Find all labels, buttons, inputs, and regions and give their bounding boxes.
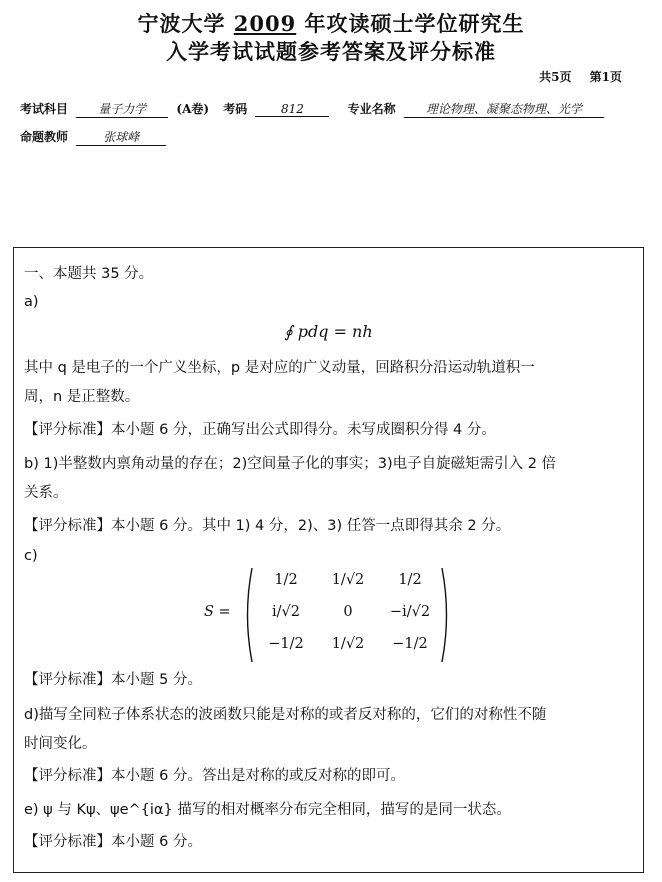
part-a-score: 【评分标准】本小题 6 分，正确写出公式即得分。未写成圈积分得 4 分。 (24, 422, 496, 438)
matrix-cell: i/√2 (272, 604, 300, 620)
total-pages: 共5页 (539, 70, 572, 84)
title-prefix: 宁波大学 (137, 11, 226, 36)
part-a-label: a) (24, 294, 39, 310)
paper-type: (A卷) (176, 102, 210, 116)
code-value: 812 (255, 102, 329, 117)
matrix-cell: 1/2 (398, 572, 422, 588)
part-a-text-2: 周，n 是正整数。 (24, 389, 140, 405)
part-e-text: e) ψ 与 Kψ、ψe^{iα} 描写的相对概率分布完全相同，描写的是同一状态。 (24, 802, 511, 818)
part-d-text-2: 时间变化。 (24, 736, 97, 752)
part-a-text-1: 其中 q 是电子的一个广义坐标，p 是对应的广义动量，回路积分沿运动轨道积一 (24, 360, 535, 376)
answer-box (13, 247, 644, 873)
part-a-formula: ∮ pdq = nh (284, 322, 373, 341)
matrix-cell: −i/√2 (389, 604, 431, 620)
teacher-label: 命题教师 (20, 130, 69, 144)
matrix-cell: 1/√2 (331, 636, 365, 652)
title-suffix: 年攻读硕士学位研究生 (304, 11, 525, 36)
part-b-text-2: 关系。 (24, 485, 68, 501)
matrix-lhs: S = (204, 604, 231, 620)
matrix-cell: 1/2 (274, 572, 298, 588)
part-d-text-1: d)描写全同粒子体系状态的波函数只能是对称的或者反对称的，它们的对称性不随 (24, 707, 547, 723)
part-c-score: 【评分标准】本小题 5 分。 (24, 672, 202, 688)
matrix-cell: 0 (343, 604, 353, 620)
matrix-cell: 1/√2 (331, 572, 365, 588)
subject-label: 考试科目 (20, 102, 69, 116)
teacher-row (20, 128, 166, 146)
part-d-score: 【评分标准】本小题 6 分。答出是对称的或反对称的即可。 (24, 768, 405, 784)
matrix-cell: −1/2 (392, 636, 428, 652)
exam-meta-row (20, 100, 604, 118)
document-title (0, 8, 662, 38)
part-b-score: 【评分标准】本小题 6 分。其中 1) 4 分，2)、3) 任答一点即得其余 2 分。 (24, 518, 511, 534)
part-b-text-1: b) 1)半整数内禀角动量的存在；2)空间量子化的事实；3)电子自旋磁矩需引入 2 倍 (24, 456, 557, 472)
teacher-value: 张球峰 (76, 128, 166, 146)
page-number: 第1页 (589, 70, 622, 84)
major-value: 理论物理、凝聚态物理、光学 (404, 100, 604, 118)
matrix-cell: −1/2 (268, 636, 304, 652)
code-label: 考码 (223, 102, 248, 116)
major-label: 专业名称 (347, 102, 396, 116)
page-info (525, 68, 622, 85)
left-paren (248, 568, 253, 662)
section-title: 一、本题共 35 分。 (24, 266, 154, 282)
subject-value: 量子力学 (76, 100, 168, 118)
title-year: 2009 (233, 11, 297, 36)
part-e-score: 【评分标准】本小题 6 分。 (24, 834, 202, 850)
part-c-label: c) (24, 548, 38, 564)
right-paren (442, 568, 447, 662)
document-subtitle: 入学考试试题参考答案及评分标准 (166, 39, 496, 64)
